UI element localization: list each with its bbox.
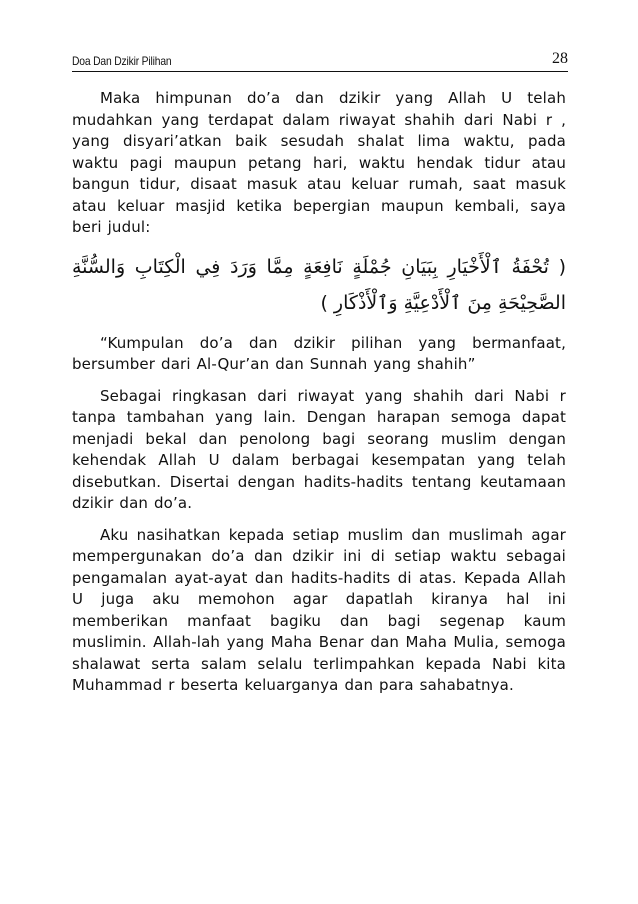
- paragraph-summary: Sebagai ringkasan dari riwayat yang shahih dari Nabi r tanpa tambahan yang lain. Dengan harapan semoga dapat menjadi bekal dan penolong bagi seorang muslim dengan kehendak Allah U dalam berbagai kesempatan yang telah disebutkan. Disertai dengan hadits-hadits tentang keutamaan dzikir dan do’a.: [72, 386, 566, 512]
- paragraph-advice: Aku nasihatkan kepada setiap muslim dan muslimah agar mempergunakan do’a dan dzikir ini di setiap waktu sebagai pengamalan ayat-ayat dan hadits-hadits di atas. Kepada Allah U juga aku memohon agar dapatlah kiranya hal ini memberikan manfaat bagiku dan bagi segenap kaum muslimin. Allah-lah yang Maha Benar dan Maha Mulia, semoga shalawat serta salam selalu terlimpahkan kepada Nabi kita Muhammad r beserta keluarganya dan para sahabatnya.: [72, 525, 566, 694]
- arabic-book-title: ( تُحْفَةُ ٱلْأَخْيَارِ بِبَيَانِ جُمْلَةٍ نَافِعَةٍ مِمَّا وَرَدَ فِي الْكِتَابِ وَالسُّنَّةِ الصَّحِيْحَةِ مِنَ ٱلْأَدْعِيَّةِ وَٱلْأَذْكَارِ ): [72, 255, 566, 314]
- page-body: [72, 88, 566, 697]
- running-title: Doa Dan Dzikir Pilihan: [72, 54, 172, 68]
- header-rule: [72, 71, 568, 72]
- page-number: 28: [552, 50, 568, 67]
- title-translation: “Kumpulan do’a dan dzikir pilihan yang bermanfaat, bersumber dari Al-Qur’an dan Sunnah yang shahih”: [72, 333, 566, 373]
- paragraph-intro: Maka himpunan do’a dan dzikir yang Allah U telah mudahkan yang terdapat dalam riwayat shahih dari Nabi r , yang disyari’atkan baik sesudah shalat lima waktu, pada waktu pagi maupun petang hari, waktu hendak tidur atau bangun tidur, disaat masuk atau keluar rumah, saat masuk atau keluar masjid ketika bepergian maupun kembali, saya beri judul:: [72, 89, 566, 236]
